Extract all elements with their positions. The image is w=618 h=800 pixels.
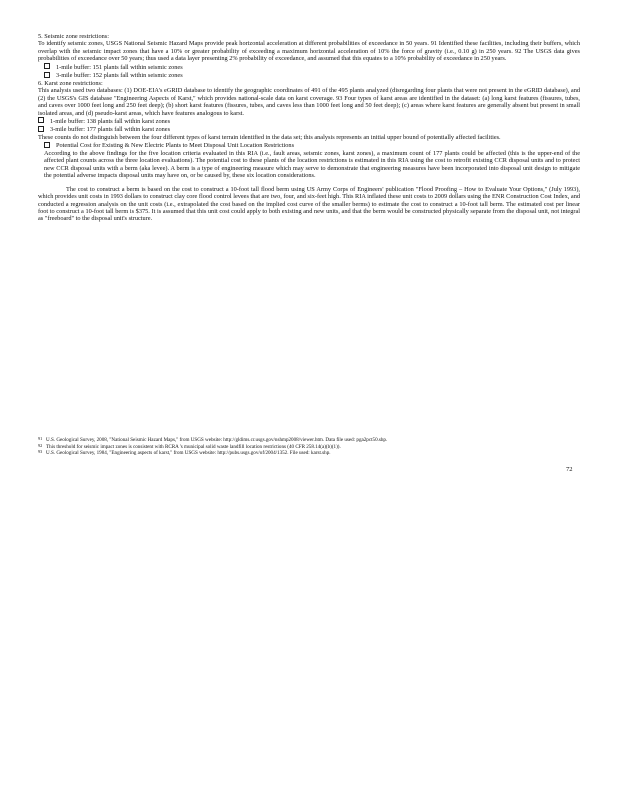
seismic-paragraph: To identify seismic zones, USGS National Seismic Hazard Maps provide peak horizontal acceleration at different probabilities of exceedance in 50 years. 91 Identified these facilities, including their buffers, which overlap with the seismic impact zones that have a 10% or greater probability of exceeding a maximum horizontal acceleration of 10% the force of gravity (i.e., 0.10 g) in 250 years. 92 The USGS data gives probabilities of exceedance over 50 years; thus used a data layer presenting 2% probability of exceedance, and assumed that this equates to a 10% probability of exceedance in 250 years. (38, 40, 580, 63)
checkbox-bullet-icon (44, 142, 50, 148)
seismic-bullet-1 (38, 63, 580, 71)
footnote-text: U.S. Geological Survey, 2008, "National Seismic Hazard Maps," from USGS website: http://gldims.cr.usgs.gov/nshmp2008/viewer.htm. Data file used: pga2pct50.shp. (46, 437, 388, 443)
cost-paragraph-2: The cost to construct a berm is based on the cost to construct a 10-foot tall flood berm using US Army Corps of Engineers' publication "Flood Proofing – How to Evaluate Your Options," (July 1993), which provides unit costs in 1993 dollars to construct clay core flood control levees that are two, four, and six-feet high. This RIA inflated these unit costs to 2009 dollars using the ENR Construction Cost Index, and conducted a regression analysis on the unit costs (i.e., extrapolated the cost based on the implied cost curve of the smaller berms) to estimate the cost to construct a 10-foot tall berm. The estimated cost per linear foot to construct a 10-foot tall berm is $375. It is assumed that this unit cost could apply to both existing and new units, and that the berm would be constructed physically separate from the disposal unit, not integral as "freeboard" to the disposal unit's structure. (38, 185, 580, 223)
footnote-text: U.S. Geological Survey, 1984, "Engineering aspects of karst," from USGS website: http://pubs.usgs.gov/of/2004/1352. File used: karst.shp. (46, 450, 331, 457)
footnote-91 (38, 437, 580, 444)
footnote-text: This threshold for seismic impact zones is consistent with RCRA 's municipal solid waste landfill location restrictions (40 CFR 258.14(a)(b)(1)). (46, 443, 341, 450)
cost-heading (38, 141, 580, 149)
footnote-number: 91 (38, 436, 43, 441)
seismic-heading: 5. Seismic zone restrictions: (38, 33, 109, 40)
seismic-bullet-2 (38, 71, 580, 79)
footnote-number: 92 (38, 442, 43, 448)
karst-heading: 6. Karst zone restrictions: (38, 79, 103, 87)
heading-text: Potential Cost for Existing & New Electric Plants to Meet Disposal Unit Location Restrictions (56, 142, 295, 150)
bullet-text: 1-mile buffer: 151 plants fall within seismic zones (56, 63, 183, 71)
checkbox-bullet-icon (38, 117, 44, 123)
footnote-number: 93 (38, 449, 43, 455)
footnote-93 (38, 450, 580, 457)
karst-bullet-1 (38, 117, 580, 125)
bullet-text: 3-mile buffer: 152 plants fall within seismic zones (56, 72, 183, 80)
karst-paragraph: This analysis used two databases: (1) DOE-EIA's eGRID database to identify the geographic coordinates of 491 of the 495 plants analyzed (disregarding four plants that were not present in the eGRID database), and (2) the USGS's GIS database "Engineering Aspects of Karst," which provides national-scale data on karst coverage. 93 Four types of karst areas are identified in the dataset: (a) long karst features (fissures, tubes, and caves over 1000 feet long and 250 feet deep); (b) short karst features (fissures, tubes, and caves less than 1000 feet long and 50 feet deep); (c) areas where karst features are generally absent but present in small isolated areas, and (d) pseudo-karst areas, which have features analogous to karst. (38, 87, 580, 117)
karst-bullet-2 (38, 125, 580, 133)
cost-paragraph-1: According to the above findings for the five location criteria evaluated in this RIA (i.e., fault areas, seismic zones, karst zones), a maximum count of 177 plants could be affected (this is the upper-end of the affected plant counts across the three location evaluations). The potential cost to these plants of the location restrictions is estimated in this RIA using the cost to retrofit existing CCR disposal units and to protect new CCR disposal units with a berm (aka levee). A berm is a type of engineering measure which may serve to demonstrate that engineering measures have been incorporated into disposal unit design to mitigate the potential adverse impacts disposal units may have on, or be caused by, these six location considerations. (44, 149, 580, 180)
bullet-text: 1-mile buffer: 138 plants fall within karst zones (50, 117, 171, 125)
checkbox-bullet-icon (44, 72, 50, 78)
page-number: 72 (566, 466, 573, 473)
body-text (38, 33, 580, 223)
checkbox-bullet-icon (44, 63, 50, 69)
checkbox-bullet-icon (38, 126, 44, 132)
bullet-text: 3-mile buffer: 177 plants fall within karst zones (50, 126, 171, 134)
footnotes (38, 437, 580, 457)
karst-note: These counts do not distinguish between the four different types of karst terrain identified in the data set; this analysis represents an initial upper bound of potentially affected facilities. (38, 133, 501, 141)
